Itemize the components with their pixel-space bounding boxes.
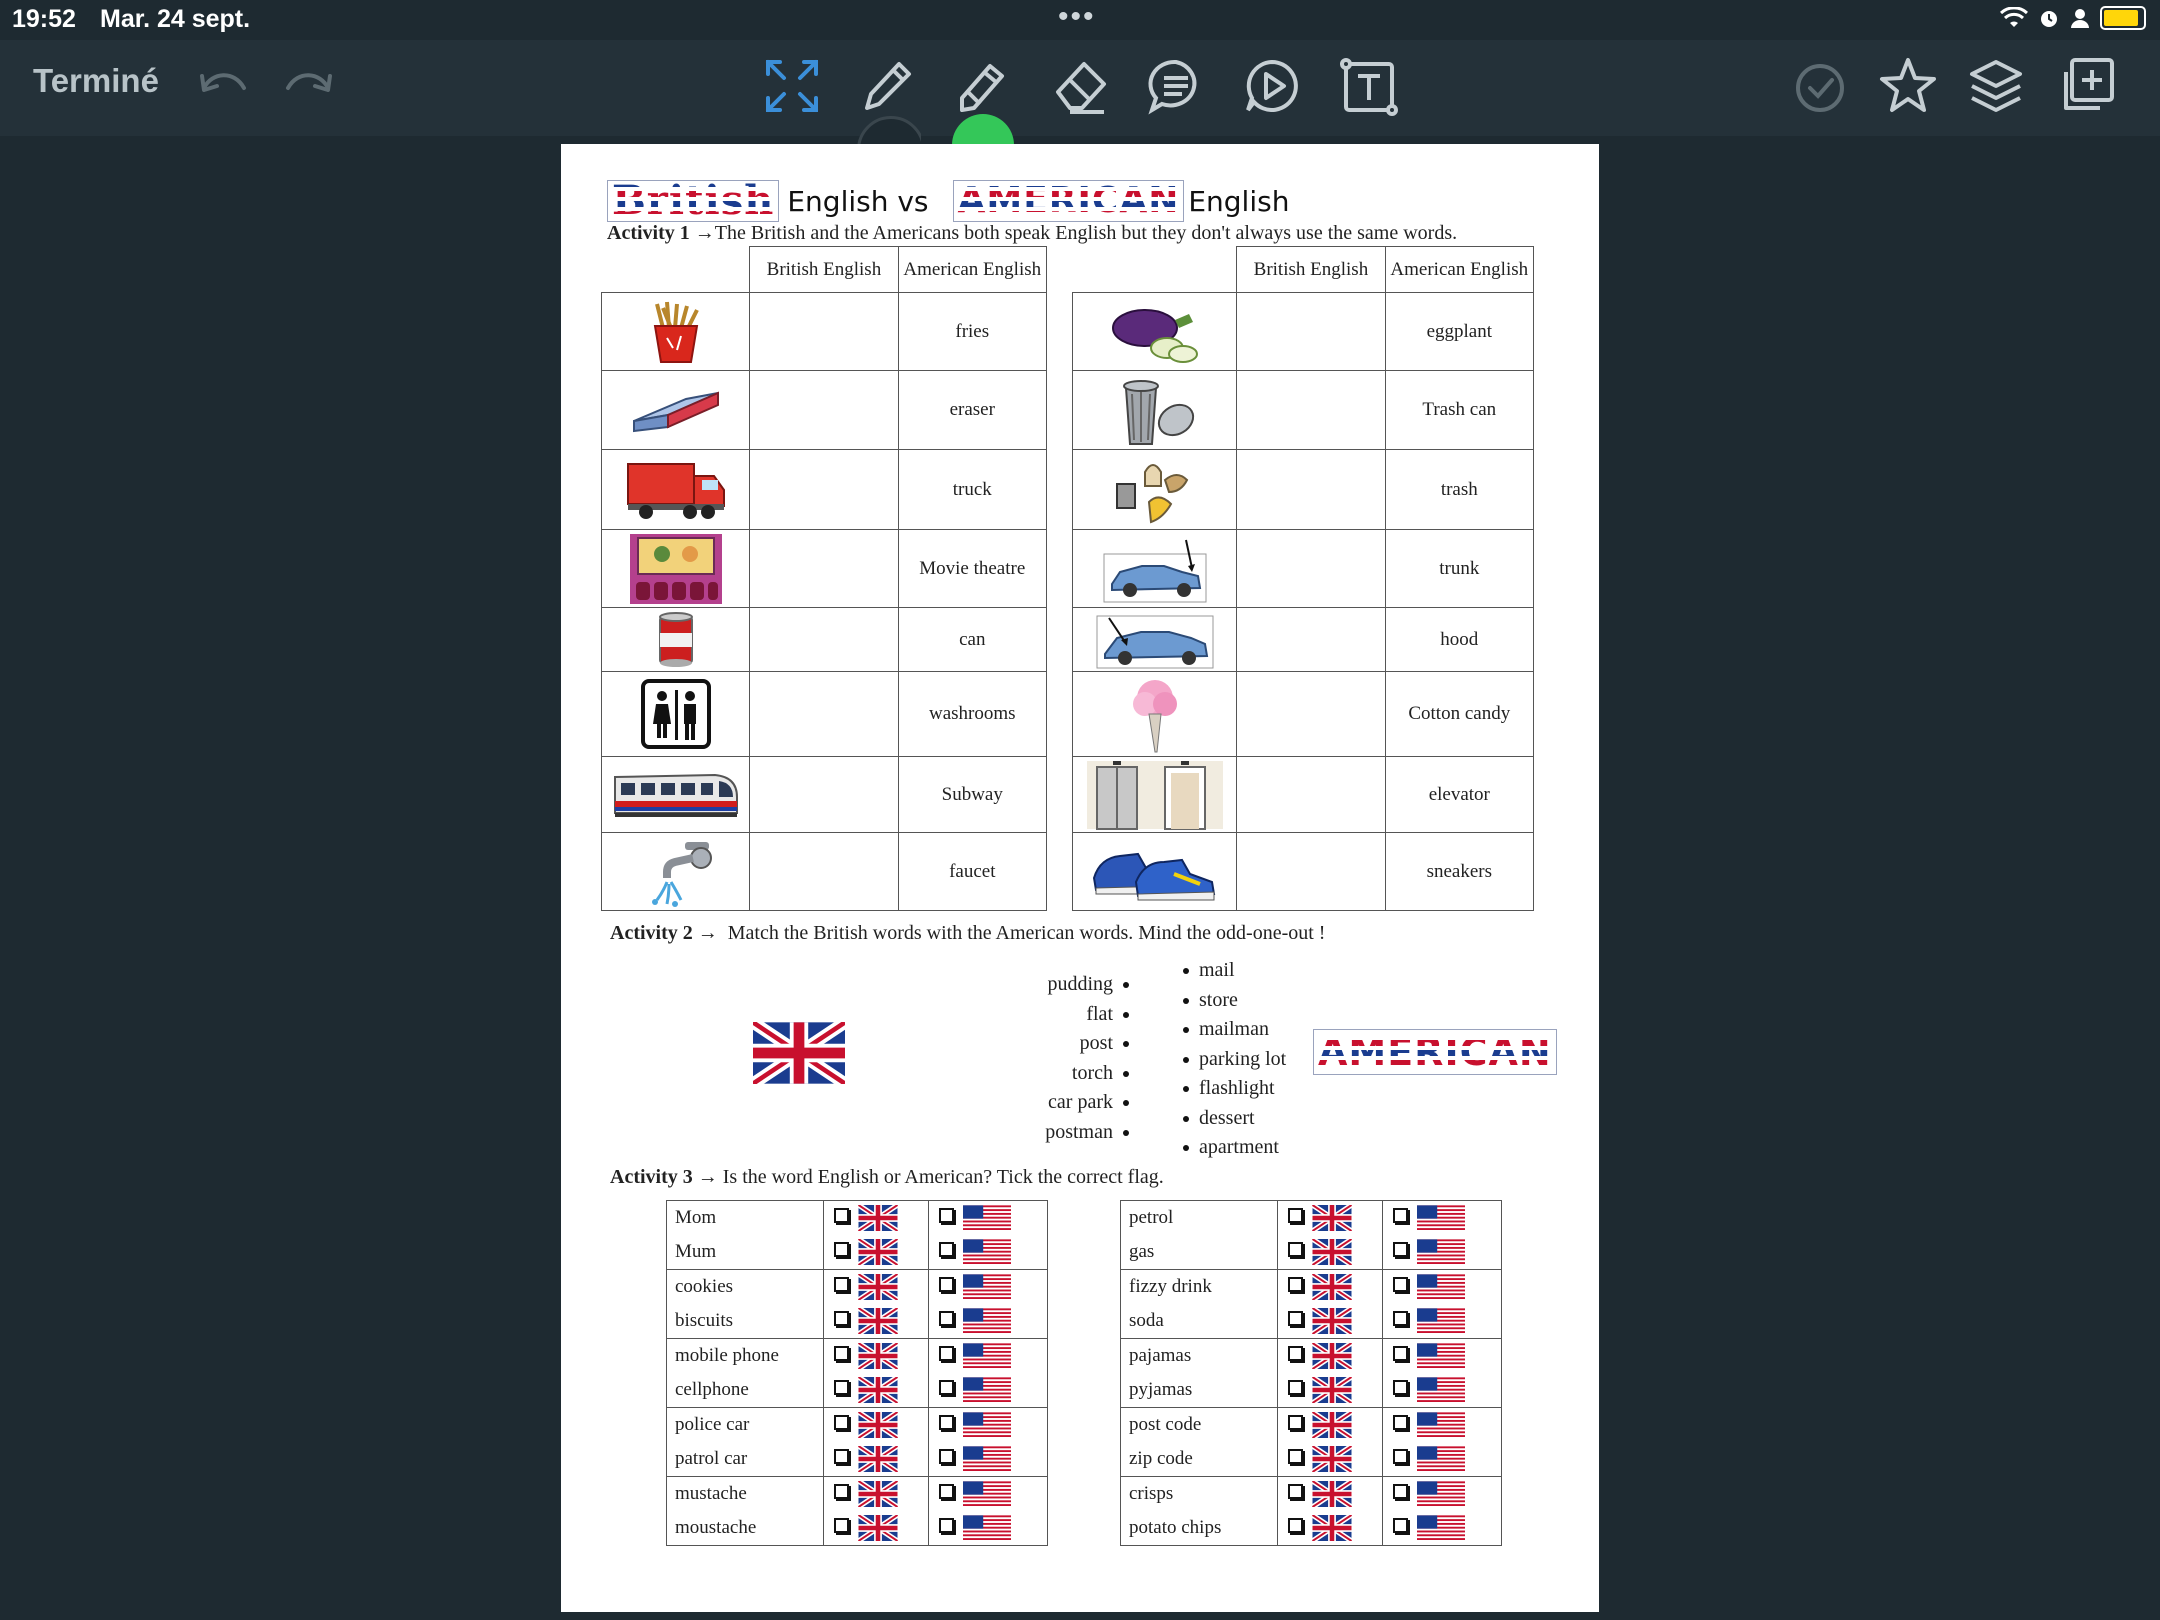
british-answer-cell[interactable] xyxy=(750,672,898,757)
american-word: faucet xyxy=(898,833,1046,911)
us-checkbox[interactable] xyxy=(1393,1449,1408,1464)
us-flag-icon xyxy=(1417,1477,1502,1512)
status-time: 19:52 xyxy=(12,5,76,33)
tick-row xyxy=(1121,1304,1502,1339)
american-match-item[interactable]: parking lot xyxy=(1183,1045,1286,1075)
highlighter-icon[interactable] xyxy=(948,54,1012,118)
us-checkbox[interactable] xyxy=(939,1208,954,1223)
car-trunk-image xyxy=(1073,534,1236,604)
highlighter-color-swatch[interactable] xyxy=(952,114,1018,148)
us-flag-icon xyxy=(1417,1511,1502,1546)
us-flag-icon xyxy=(963,1511,1048,1546)
text-box-icon[interactable] xyxy=(1336,54,1400,118)
us-checkbox[interactable] xyxy=(939,1484,954,1499)
uk-checkbox[interactable] xyxy=(834,1380,849,1395)
british-answer-cell[interactable] xyxy=(750,833,898,911)
uk-checkbox[interactable] xyxy=(834,1311,849,1326)
tick-row xyxy=(1121,1201,1502,1236)
tick-word: post code xyxy=(1121,1408,1278,1443)
redo-icon[interactable] xyxy=(278,54,342,118)
us-checkbox[interactable] xyxy=(939,1242,954,1257)
tick-word: patrol car xyxy=(667,1442,824,1477)
tick-row xyxy=(667,1511,1048,1546)
british-answer-cell[interactable] xyxy=(1237,530,1385,608)
uk-flag-icon xyxy=(1312,1511,1383,1546)
tick-row xyxy=(1121,1339,1502,1374)
sneakers-image xyxy=(1073,840,1236,904)
star-icon[interactable] xyxy=(1876,54,1940,118)
uk-checkbox[interactable] xyxy=(834,1518,849,1533)
british-answer-cell[interactable] xyxy=(750,530,898,608)
us-checkbox[interactable] xyxy=(939,1518,954,1533)
tick-row xyxy=(667,1477,1048,1512)
tick-word: biscuits xyxy=(667,1304,824,1339)
uk-flag-icon xyxy=(1312,1442,1383,1477)
activity3-text: Is the word English or American? Tick the correct flag. xyxy=(722,1166,1164,1188)
us-checkbox[interactable] xyxy=(1393,1380,1408,1395)
match-dot[interactable] xyxy=(1123,982,1129,988)
us-flag-icon xyxy=(963,1201,1048,1236)
american-word: eraser xyxy=(898,371,1046,450)
truck-image xyxy=(602,458,749,522)
eraser-icon[interactable] xyxy=(1048,54,1112,118)
uk-flag-icon xyxy=(1312,1339,1383,1374)
uk-checkbox[interactable] xyxy=(834,1277,849,1292)
header-british: British English xyxy=(750,247,898,293)
british-answer-cell[interactable] xyxy=(1237,371,1385,450)
us-flag-icon xyxy=(963,1339,1048,1374)
american-match-item[interactable]: store xyxy=(1183,986,1286,1016)
british-answer-cell[interactable] xyxy=(750,450,898,530)
american-word: Trash can xyxy=(1385,371,1533,450)
done-button[interactable]: Terminé xyxy=(33,62,159,99)
british-answer-cell[interactable] xyxy=(750,293,898,371)
us-checkbox[interactable] xyxy=(1393,1311,1408,1326)
activity2-label: Activity 2 xyxy=(610,922,693,944)
activity2-instruction xyxy=(610,922,1325,945)
match-dot[interactable] xyxy=(1183,998,1189,1004)
american-word: trash xyxy=(1385,450,1533,530)
activity1-instruction xyxy=(607,222,1457,245)
tick-word: gas xyxy=(1121,1235,1278,1270)
tick-row xyxy=(667,1201,1048,1236)
american-word: Movie theatre xyxy=(898,530,1046,608)
british-answer-cell[interactable] xyxy=(1237,672,1385,757)
british-badge: British xyxy=(607,180,779,222)
american-word-list xyxy=(1183,956,1286,1163)
header-british: British English xyxy=(1237,247,1385,293)
trash-image xyxy=(1073,452,1236,528)
movie-theatre-image xyxy=(602,532,749,606)
american-badge: AMERICAN xyxy=(1313,1029,1557,1075)
us-flag-icon xyxy=(963,1373,1048,1408)
tick-word: fizzy drink xyxy=(1121,1270,1278,1305)
match-dot[interactable] xyxy=(1123,1041,1129,1047)
uk-flag-icon xyxy=(858,1442,929,1477)
us-checkbox[interactable] xyxy=(939,1277,954,1292)
uk-flag-icon xyxy=(858,1511,929,1546)
activity1-arrow: → xyxy=(694,222,715,244)
undo-icon[interactable] xyxy=(190,54,254,118)
uk-checkbox[interactable] xyxy=(1288,1518,1303,1533)
american-badge: AMERICAN xyxy=(953,180,1185,222)
british-answer-cell[interactable] xyxy=(1237,450,1385,530)
match-dot[interactable] xyxy=(1183,1116,1189,1122)
uk-flag-icon xyxy=(858,1477,929,1512)
us-checkbox[interactable] xyxy=(1393,1518,1408,1533)
uk-flag-icon xyxy=(858,1408,929,1443)
uk-flag-icon xyxy=(858,1201,929,1236)
tick-word: moustache xyxy=(667,1511,824,1546)
british-match-item[interactable]: postman xyxy=(1045,1118,1129,1148)
match-dot[interactable] xyxy=(1123,1100,1129,1106)
match-dot[interactable] xyxy=(1123,1130,1129,1136)
uk-flag-icon xyxy=(1312,1235,1383,1270)
fries-image xyxy=(602,298,749,366)
can-image xyxy=(602,611,749,669)
uk-flag-icon xyxy=(1312,1270,1383,1305)
tick-word: cookies xyxy=(667,1270,824,1305)
add-page-icon[interactable] xyxy=(2054,54,2118,118)
us-flag-icon xyxy=(963,1304,1048,1339)
match-dot[interactable] xyxy=(1183,1086,1189,1092)
uk-checkbox[interactable] xyxy=(1288,1346,1303,1361)
document-page[interactable] xyxy=(561,144,1599,1612)
british-answer-cell[interactable] xyxy=(1237,833,1385,911)
uk-checkbox[interactable] xyxy=(834,1208,849,1223)
uk-checkbox[interactable] xyxy=(1288,1277,1303,1292)
uk-checkbox[interactable] xyxy=(1288,1242,1303,1257)
tick-row xyxy=(667,1373,1048,1408)
uk-flag-icon xyxy=(858,1235,929,1270)
match-dot[interactable] xyxy=(1123,1012,1129,1018)
tick-row xyxy=(667,1270,1048,1305)
american-word: can xyxy=(898,608,1046,672)
uk-flag-icon xyxy=(1312,1201,1383,1236)
eraser-image xyxy=(602,385,749,435)
wifi-icon xyxy=(2000,7,2028,29)
british-match-item[interactable]: pudding xyxy=(1045,970,1129,1000)
american-word: elevator xyxy=(1385,757,1533,833)
american-match-item[interactable]: flashlight xyxy=(1183,1074,1286,1104)
uk-checkbox[interactable] xyxy=(834,1449,849,1464)
tick-word: Mum xyxy=(667,1235,824,1270)
american-word: Cotton candy xyxy=(1385,672,1533,757)
activity2-arrow: → xyxy=(697,922,718,944)
title-middle: English vs xyxy=(787,184,929,218)
uk-flag-icon xyxy=(858,1304,929,1339)
uk-checkbox[interactable] xyxy=(834,1346,849,1361)
pen-color-swatch[interactable] xyxy=(855,114,921,148)
washroom-sign-image xyxy=(602,678,749,750)
faucet-image xyxy=(602,836,749,908)
multitasking-dots-icon[interactable]: ••• xyxy=(1058,0,1096,33)
title-end: English xyxy=(1188,184,1290,218)
uk-checkbox[interactable] xyxy=(834,1242,849,1257)
layers-icon[interactable] xyxy=(1964,54,2028,118)
match-dot[interactable] xyxy=(1183,1027,1189,1033)
header-american: American English xyxy=(1385,247,1533,293)
us-checkbox[interactable] xyxy=(1393,1484,1408,1499)
american-match-item[interactable]: apartment xyxy=(1183,1133,1286,1163)
uk-flag-icon xyxy=(1312,1304,1383,1339)
uk-checkbox[interactable] xyxy=(1288,1449,1303,1464)
us-checkbox[interactable] xyxy=(939,1380,954,1395)
person-icon xyxy=(2070,7,2090,29)
us-flag-icon xyxy=(963,1442,1048,1477)
tick-word: cellphone xyxy=(667,1373,824,1408)
activity1-text: The British and the Americans both speak English but they don't always use the same words. xyxy=(714,222,1458,244)
american-word: fries xyxy=(898,293,1046,371)
tick-table-right xyxy=(1120,1200,1502,1546)
british-match-item[interactable]: car park xyxy=(1045,1088,1129,1118)
british-answer-cell[interactable] xyxy=(1237,608,1385,672)
toolbar xyxy=(0,40,2160,136)
uk-flag-icon xyxy=(1312,1477,1383,1512)
match-dot[interactable] xyxy=(1183,1057,1189,1063)
subway-train-image xyxy=(602,767,749,823)
british-answer-cell[interactable] xyxy=(750,371,898,450)
us-flag-icon xyxy=(1417,1270,1502,1305)
match-dot[interactable] xyxy=(1183,968,1189,974)
us-checkbox[interactable] xyxy=(1393,1277,1408,1292)
pen-icon[interactable] xyxy=(855,54,919,118)
car-hood-image xyxy=(1073,610,1236,670)
uk-checkbox[interactable] xyxy=(1288,1311,1303,1326)
fullscreen-icon[interactable] xyxy=(760,54,824,118)
us-flag-icon xyxy=(1417,1339,1502,1374)
tick-word: police car xyxy=(667,1408,824,1443)
tick-word: mustache xyxy=(667,1477,824,1512)
tick-row xyxy=(1121,1235,1502,1270)
uk-flag-icon xyxy=(1312,1373,1383,1408)
us-flag-icon xyxy=(1417,1201,1502,1236)
elevator-image xyxy=(1073,759,1236,831)
us-flag-icon xyxy=(1417,1442,1502,1477)
tick-word: crisps xyxy=(1121,1477,1278,1512)
vocab-table-right xyxy=(1072,246,1534,911)
british-answer-cell[interactable] xyxy=(1237,293,1385,371)
tick-row xyxy=(667,1304,1048,1339)
american-match-item[interactable]: mailman xyxy=(1183,1015,1286,1045)
american-match-item[interactable]: dessert xyxy=(1183,1104,1286,1134)
american-word: washrooms xyxy=(898,672,1046,757)
comment-icon[interactable] xyxy=(1144,54,1208,118)
tick-row xyxy=(1121,1477,1502,1512)
tick-word: potato chips xyxy=(1121,1511,1278,1546)
system-icons xyxy=(2000,6,2146,30)
activity2-text: Match the British words with the American words. Mind the odd-one-out ! xyxy=(727,922,1326,944)
british-answer-cell[interactable] xyxy=(750,757,898,833)
checkmark-icon[interactable] xyxy=(1788,54,1852,118)
header-american: American English xyxy=(898,247,1046,293)
tick-row xyxy=(667,1339,1048,1374)
uk-checkbox[interactable] xyxy=(1288,1208,1303,1223)
us-flag-icon xyxy=(963,1408,1048,1443)
uk-checkbox[interactable] xyxy=(834,1484,849,1499)
american-word: sneakers xyxy=(1385,833,1533,911)
match-dot[interactable] xyxy=(1183,1145,1189,1151)
us-flag-icon xyxy=(1417,1408,1502,1443)
uk-checkbox[interactable] xyxy=(1288,1484,1303,1499)
us-checkbox[interactable] xyxy=(939,1346,954,1361)
american-word: eggplant xyxy=(1385,293,1533,371)
us-flag-icon xyxy=(1417,1304,1502,1339)
trash-can-image xyxy=(1073,372,1236,448)
american-word: Subway xyxy=(898,757,1046,833)
tick-word: pyjamas xyxy=(1121,1373,1278,1408)
us-flag-icon xyxy=(1417,1373,1502,1408)
british-answer-cell[interactable] xyxy=(1237,757,1385,833)
american-match-item[interactable]: mail xyxy=(1183,956,1286,986)
us-flag-icon xyxy=(1417,1235,1502,1270)
us-flag-icon xyxy=(963,1477,1048,1512)
tick-row xyxy=(1121,1511,1502,1546)
british-match-item[interactable]: post xyxy=(1045,1029,1129,1059)
us-checkbox[interactable] xyxy=(1393,1242,1408,1257)
us-checkbox[interactable] xyxy=(939,1311,954,1326)
us-checkbox[interactable] xyxy=(1393,1208,1408,1223)
activity1-label: Activity 1 xyxy=(607,222,690,244)
vocab-table-left xyxy=(601,246,1047,911)
tick-table-left xyxy=(666,1200,1048,1546)
us-checkbox[interactable] xyxy=(1393,1346,1408,1361)
status-date: Mar. 24 sept. xyxy=(100,5,251,33)
uk-flag-icon xyxy=(858,1270,929,1305)
activity3-label: Activity 3 xyxy=(610,1166,693,1188)
worksheet-title xyxy=(607,177,1299,224)
us-flag-icon xyxy=(963,1235,1048,1270)
tick-row xyxy=(1121,1270,1502,1305)
tick-row xyxy=(1121,1408,1502,1443)
battery-icon xyxy=(2100,6,2146,30)
british-match-item[interactable]: torch xyxy=(1045,1059,1129,1089)
activity3-instruction xyxy=(610,1166,1164,1189)
cotton-candy-image xyxy=(1073,674,1236,754)
uk-flag-icon xyxy=(858,1373,929,1408)
british-match-item[interactable]: flat xyxy=(1045,1000,1129,1030)
activity3-arrow: → xyxy=(697,1166,718,1188)
british-answer-cell[interactable] xyxy=(750,608,898,672)
us-checkbox[interactable] xyxy=(939,1449,954,1464)
uk-checkbox[interactable] xyxy=(1288,1415,1303,1430)
match-dot[interactable] xyxy=(1123,1071,1129,1077)
tick-row xyxy=(667,1408,1048,1443)
uk-flag-icon xyxy=(1312,1408,1383,1443)
uk-checkbox[interactable] xyxy=(1288,1380,1303,1395)
tick-word: petrol xyxy=(1121,1201,1278,1236)
american-word: truck xyxy=(898,450,1046,530)
us-flag-icon xyxy=(963,1270,1048,1305)
american-word: trunk xyxy=(1385,530,1533,608)
tick-word: zip code xyxy=(1121,1442,1278,1477)
play-icon[interactable] xyxy=(1240,54,1304,118)
british-word-list xyxy=(821,970,1129,1150)
uk-flag-icon xyxy=(858,1339,929,1374)
us-checkbox[interactable] xyxy=(939,1415,954,1430)
tick-row xyxy=(667,1442,1048,1477)
status-bar xyxy=(0,0,2160,40)
tick-word: pajamas xyxy=(1121,1339,1278,1374)
tick-word: mobile phone xyxy=(667,1339,824,1374)
eggplant-image xyxy=(1073,298,1236,366)
tick-word: Mom xyxy=(667,1201,824,1236)
tick-word: soda xyxy=(1121,1304,1278,1339)
tick-row xyxy=(1121,1442,1502,1477)
tick-row xyxy=(1121,1373,1502,1408)
alarm-icon xyxy=(2038,7,2060,29)
tick-row xyxy=(667,1235,1048,1270)
american-word: hood xyxy=(1385,608,1533,672)
us-checkbox[interactable] xyxy=(1393,1415,1408,1430)
uk-checkbox[interactable] xyxy=(834,1415,849,1430)
